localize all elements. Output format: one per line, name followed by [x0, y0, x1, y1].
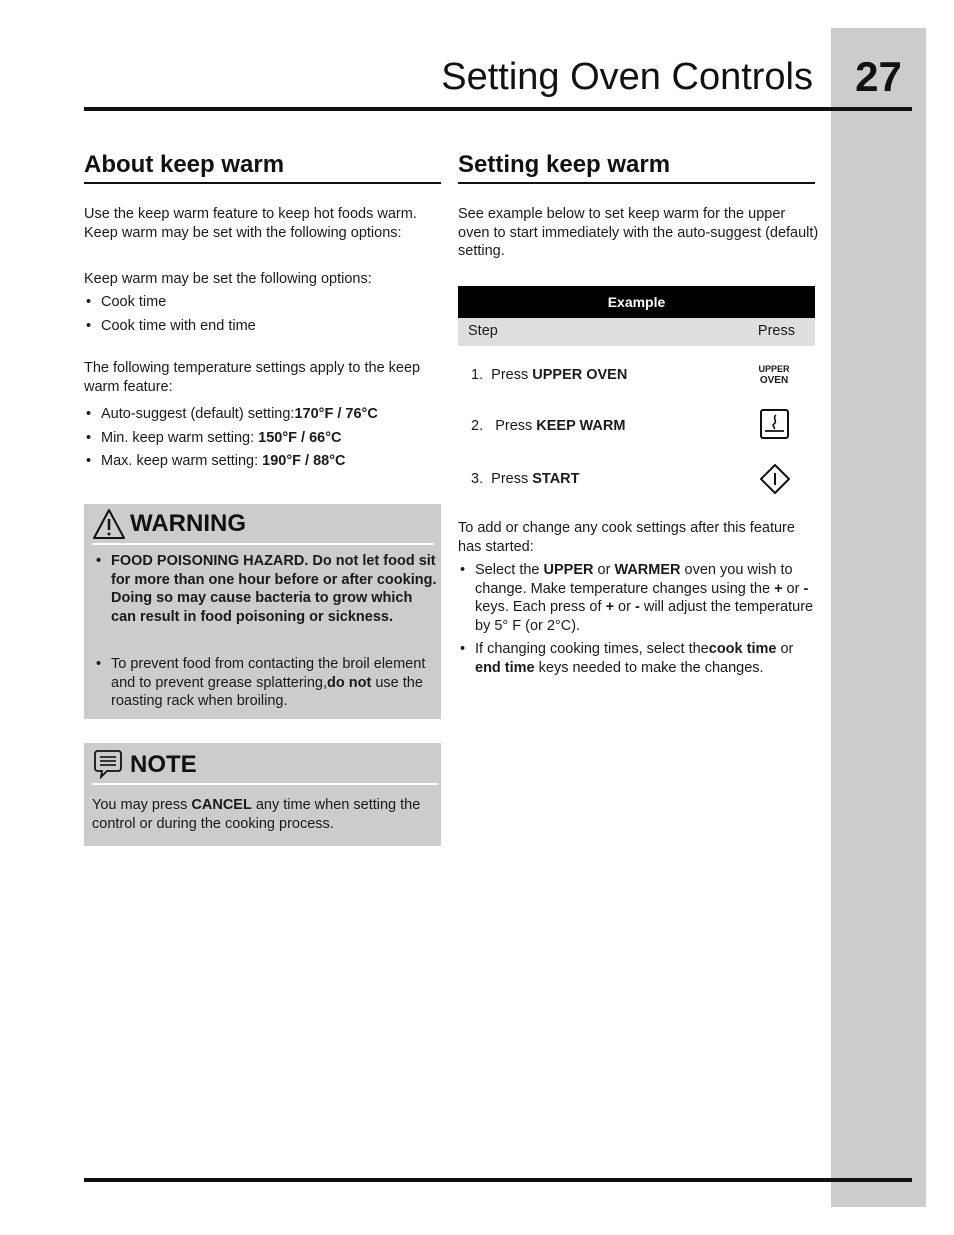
- section-heading-setting-keep-warm: Setting keep warm: [458, 151, 671, 178]
- example-step-1: 1. Press UPPER OVEN: [471, 367, 628, 383]
- temperature-item-max: • Max. keep warm setting: 190°F / 88°C: [84, 452, 346, 471]
- example-table-column-headers: [458, 318, 815, 346]
- column-header-press: Press: [757, 323, 795, 339]
- note-text: You may press CANCEL any time when setting the control or during the cooking process.: [92, 797, 421, 832]
- page-number: 27: [855, 53, 902, 100]
- page-sidebar-tab: [831, 28, 926, 1207]
- keep-warm-key-icon: [759, 408, 791, 445]
- page-title: Setting Oven Controls: [441, 56, 813, 98]
- change-settings-intro: To add or change any cook settings after this feature has started:: [458, 520, 795, 555]
- section-heading-about-keep-warm: About keep warm: [84, 151, 285, 178]
- options-intro-paragraph: Keep warm may be set the following options:: [84, 271, 372, 287]
- note-box: [84, 743, 441, 846]
- warning-item-broil: • To prevent food from contacting the broil element and to prevent grease splattering,do not use the roasting rack when broiling.: [94, 655, 438, 711]
- temperature-item-min: • Min. keep warm setting: 150°F / 66°C: [84, 429, 342, 448]
- header-rule: [84, 107, 912, 111]
- example-step-2: 2. Press KEEP WARM: [471, 418, 626, 434]
- setting-intro-paragraph: See example below to set keep warm for the upper oven to start immediately with the auto-suggest (default) setting.: [458, 206, 819, 260]
- section-heading-rule: [458, 182, 815, 184]
- start-key-icon: [759, 463, 791, 500]
- warning-rule: [92, 543, 434, 545]
- temperature-item-auto-suggest: • Auto-suggest (default) setting:170°F / 76°C: [84, 405, 378, 424]
- note-speech-bubble-icon: [93, 749, 123, 784]
- warning-triangle-icon: [92, 508, 126, 545]
- warning-item-food-poisoning: • FOOD POISONING HAZARD. Do not let food sit for more than one hour before or after cooking. Doing so may cause bacteria to grow which can result in food poisoning or sickness.: [94, 552, 438, 627]
- example-step-3: 3. Press START: [471, 471, 580, 487]
- change-settings-item-select-oven: • Select the UPPER or WARMER oven you wish to change. Make temperature changes using the + or - keys. Each press of + or - will adjust the temperature by 5° F (or 2°C).: [458, 561, 820, 636]
- example-table-header: Example: [458, 286, 815, 318]
- upper-oven-key-icon: UPPER OVEN: [758, 364, 790, 386]
- column-header-step: Step: [468, 323, 498, 339]
- option-item: • Cook time with end time: [84, 317, 256, 336]
- note-title: NOTE: [130, 751, 197, 778]
- section-heading-rule: [84, 182, 441, 184]
- note-rule: [92, 783, 438, 785]
- option-item: • Cook time: [84, 293, 166, 312]
- change-settings-item-cook-times: • If changing cooking times, select thecook time or end time keys needed to make the changes.: [458, 640, 820, 677]
- about-intro-paragraph: Use the keep warm feature to keep hot foods warm. Keep warm may be set with the following options:: [84, 206, 417, 241]
- temperature-intro-paragraph: The following temperature settings apply to the keep warm feature:: [84, 360, 421, 395]
- footer-rule: [84, 1178, 912, 1182]
- warning-box: [84, 504, 441, 719]
- warning-title: WARNING: [130, 510, 246, 537]
